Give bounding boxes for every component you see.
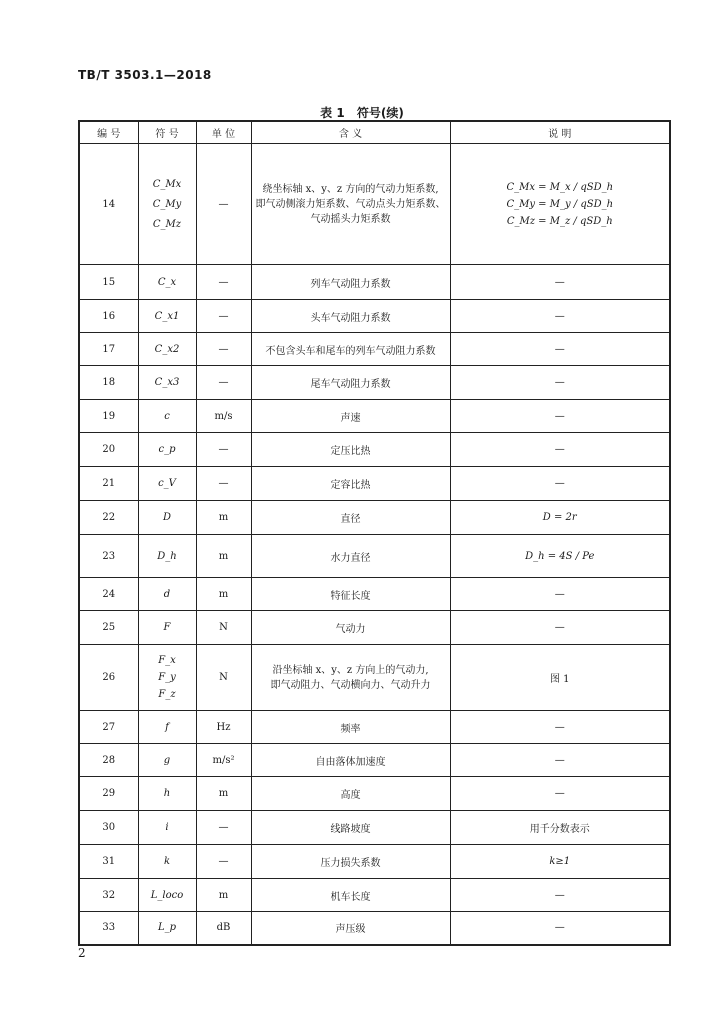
cell-symbol: L_p xyxy=(138,912,196,945)
cell-no: 32 xyxy=(79,879,138,912)
symbol: F_x xyxy=(158,655,176,666)
cell-unit: m xyxy=(196,535,251,578)
cell-meaning: 特征长度 xyxy=(251,578,450,611)
cell-symbol: f xyxy=(138,711,196,744)
table-caption-label: 表 1 xyxy=(320,106,345,120)
symbol: C_Mx xyxy=(152,178,182,190)
note-formula: C_My = M_y / qSD_h xyxy=(506,198,614,210)
col-header-unit: 单 位 xyxy=(196,121,251,144)
cell-no: 23 xyxy=(79,535,138,578)
symbol: C_My xyxy=(152,198,182,210)
cell-note xyxy=(450,144,670,265)
cell-symbol: C_x1 xyxy=(138,300,196,333)
cell-note: 图 1 xyxy=(450,645,670,711)
cell-no: 21 xyxy=(79,467,138,501)
table-row xyxy=(79,912,670,945)
cell-unit: m xyxy=(196,578,251,611)
cell-no: 18 xyxy=(79,366,138,400)
symbol-table xyxy=(78,120,671,946)
cell-no: 24 xyxy=(79,578,138,611)
symbol: C_Mz xyxy=(152,218,182,230)
cell-no: 20 xyxy=(79,433,138,467)
cell-note: — xyxy=(450,777,670,811)
cell-no: 25 xyxy=(79,611,138,645)
cell-symbol: C_x xyxy=(138,265,196,300)
cell-note: — xyxy=(450,879,670,912)
cell-symbol: c_p xyxy=(138,433,196,467)
table-row xyxy=(79,366,670,400)
cell-note: D_h = 4S / Pe xyxy=(450,535,670,578)
cell-note: — xyxy=(450,433,670,467)
table-row xyxy=(79,811,670,845)
cell-meaning: 频率 xyxy=(251,711,450,744)
table-row xyxy=(79,265,670,300)
cell-no: 19 xyxy=(79,400,138,433)
col-header-meaning: 含 义 xyxy=(251,121,450,144)
col-header-symbol: 符 号 xyxy=(138,121,196,144)
cell-meaning: 高度 xyxy=(251,777,450,811)
cell-no: 28 xyxy=(79,744,138,777)
table-row xyxy=(79,711,670,744)
table-row xyxy=(79,333,670,366)
cell-meaning: 声压级 xyxy=(251,912,450,945)
cell-unit: m xyxy=(196,501,251,535)
cell-note: 用千分数表示 xyxy=(450,811,670,845)
table-row xyxy=(79,744,670,777)
meaning-line: 即气动阻力、气动横向力、气动升力 xyxy=(270,679,431,691)
cell-symbol: L_loco xyxy=(138,879,196,912)
table-row xyxy=(79,611,670,645)
cell-meaning: 列车气动阻力系数 xyxy=(251,265,450,300)
cell-symbol: k xyxy=(138,845,196,879)
cell-note: — xyxy=(450,400,670,433)
table-row xyxy=(79,501,670,535)
cell-note: — xyxy=(450,744,670,777)
cell-meaning xyxy=(251,645,450,711)
table-row xyxy=(79,578,670,611)
cell-no: 33 xyxy=(79,912,138,945)
cell-unit: N xyxy=(196,645,251,711)
cell-symbol: h xyxy=(138,777,196,811)
cell-note: — xyxy=(450,578,670,611)
col-header-no: 编 号 xyxy=(79,121,138,144)
cell-unit: — xyxy=(196,333,251,366)
cell-unit: m xyxy=(196,879,251,912)
cell-meaning: 压力损失系数 xyxy=(251,845,450,879)
cell-unit: — xyxy=(196,265,251,300)
cell-unit: dB xyxy=(196,912,251,945)
cell-note: — xyxy=(450,265,670,300)
col-header-note: 说 明 xyxy=(450,121,670,144)
table-row xyxy=(79,433,670,467)
cell-meaning: 定容比热 xyxy=(251,467,450,501)
cell-note: — xyxy=(450,333,670,366)
cell-note: — xyxy=(450,711,670,744)
cell-no: 26 xyxy=(79,645,138,711)
meaning-line: 气动摇头力矩系数 xyxy=(310,213,391,225)
cell-meaning: 自由落体加速度 xyxy=(251,744,450,777)
cell-meaning: 头车气动阻力系数 xyxy=(251,300,450,333)
cell-meaning: 定压比热 xyxy=(251,433,450,467)
cell-no: 16 xyxy=(79,300,138,333)
cell-note: — xyxy=(450,467,670,501)
meaning-line: 绕坐标轴 x、y、z 方向的气动力矩系数, xyxy=(262,183,439,195)
cell-symbol: c xyxy=(138,400,196,433)
cell-note: — xyxy=(450,611,670,645)
meaning-line: 沿坐标轴 x、y、z 方向上的气动力, xyxy=(272,664,429,676)
table-row xyxy=(79,300,670,333)
cell-meaning: 水力直径 xyxy=(251,535,450,578)
cell-unit: — xyxy=(196,144,251,265)
cell-note: k≥1 xyxy=(450,845,670,879)
cell-unit: — xyxy=(196,433,251,467)
cell-no: 29 xyxy=(79,777,138,811)
page-number: 2 xyxy=(78,946,86,960)
cell-no: 15 xyxy=(79,265,138,300)
table-header-row xyxy=(79,121,670,144)
cell-meaning: 线路坡度 xyxy=(251,811,450,845)
cell-no: 17 xyxy=(79,333,138,366)
cell-symbol xyxy=(138,144,196,265)
table-row xyxy=(79,879,670,912)
cell-symbol: c_V xyxy=(138,467,196,501)
cell-symbol: C_x2 xyxy=(138,333,196,366)
cell-unit: — xyxy=(196,811,251,845)
cell-meaning: 机车长度 xyxy=(251,879,450,912)
cell-note: — xyxy=(450,366,670,400)
cell-no: 30 xyxy=(79,811,138,845)
cell-unit: N xyxy=(196,611,251,645)
standard-code: TB/T 3503.1—2018 xyxy=(78,68,212,82)
cell-meaning: 尾车气动阻力系数 xyxy=(251,366,450,400)
note-formula: C_Mx = M_x / qSD_h xyxy=(506,181,614,193)
cell-unit: — xyxy=(196,300,251,333)
cell-meaning xyxy=(251,144,450,265)
table-row xyxy=(79,845,670,879)
table-caption-title: 符号(续) xyxy=(356,106,404,120)
table-row xyxy=(79,400,670,433)
cell-unit: m xyxy=(196,777,251,811)
cell-note: — xyxy=(450,912,670,945)
cell-note: D = 2r xyxy=(450,501,670,535)
cell-symbol: D xyxy=(138,501,196,535)
cell-symbol: D_h xyxy=(138,535,196,578)
cell-no: 31 xyxy=(79,845,138,879)
cell-meaning: 气动力 xyxy=(251,611,450,645)
table-row xyxy=(79,467,670,501)
cell-unit: m/s² xyxy=(196,744,251,777)
cell-symbol: F xyxy=(138,611,196,645)
table-row xyxy=(79,535,670,578)
table-row xyxy=(79,645,670,711)
cell-symbol: C_x3 xyxy=(138,366,196,400)
symbol: F_y xyxy=(158,672,176,683)
cell-meaning: 不包含头车和尾车的列车气动阻力系数 xyxy=(251,333,450,366)
cell-unit: — xyxy=(196,366,251,400)
cell-symbol xyxy=(138,645,196,711)
table-row xyxy=(79,777,670,811)
cell-symbol: g xyxy=(138,744,196,777)
table-row xyxy=(79,144,670,265)
cell-meaning: 直径 xyxy=(251,501,450,535)
cell-unit: — xyxy=(196,467,251,501)
cell-symbol: d xyxy=(138,578,196,611)
meaning-line: 即气动侧滚力矩系数、气动点头力矩系数、 xyxy=(255,198,446,210)
symbol: F_z xyxy=(158,689,176,700)
cell-unit: m/s xyxy=(196,400,251,433)
note-formula: C_Mz = M_z / qSD_h xyxy=(506,215,613,227)
cell-no: 27 xyxy=(79,711,138,744)
cell-meaning: 声速 xyxy=(251,400,450,433)
cell-no: 14 xyxy=(79,144,138,265)
cell-symbol: i xyxy=(138,811,196,845)
cell-unit: — xyxy=(196,845,251,879)
table-caption xyxy=(0,104,724,121)
cell-note: — xyxy=(450,300,670,333)
cell-unit: Hz xyxy=(196,711,251,744)
cell-no: 22 xyxy=(79,501,138,535)
